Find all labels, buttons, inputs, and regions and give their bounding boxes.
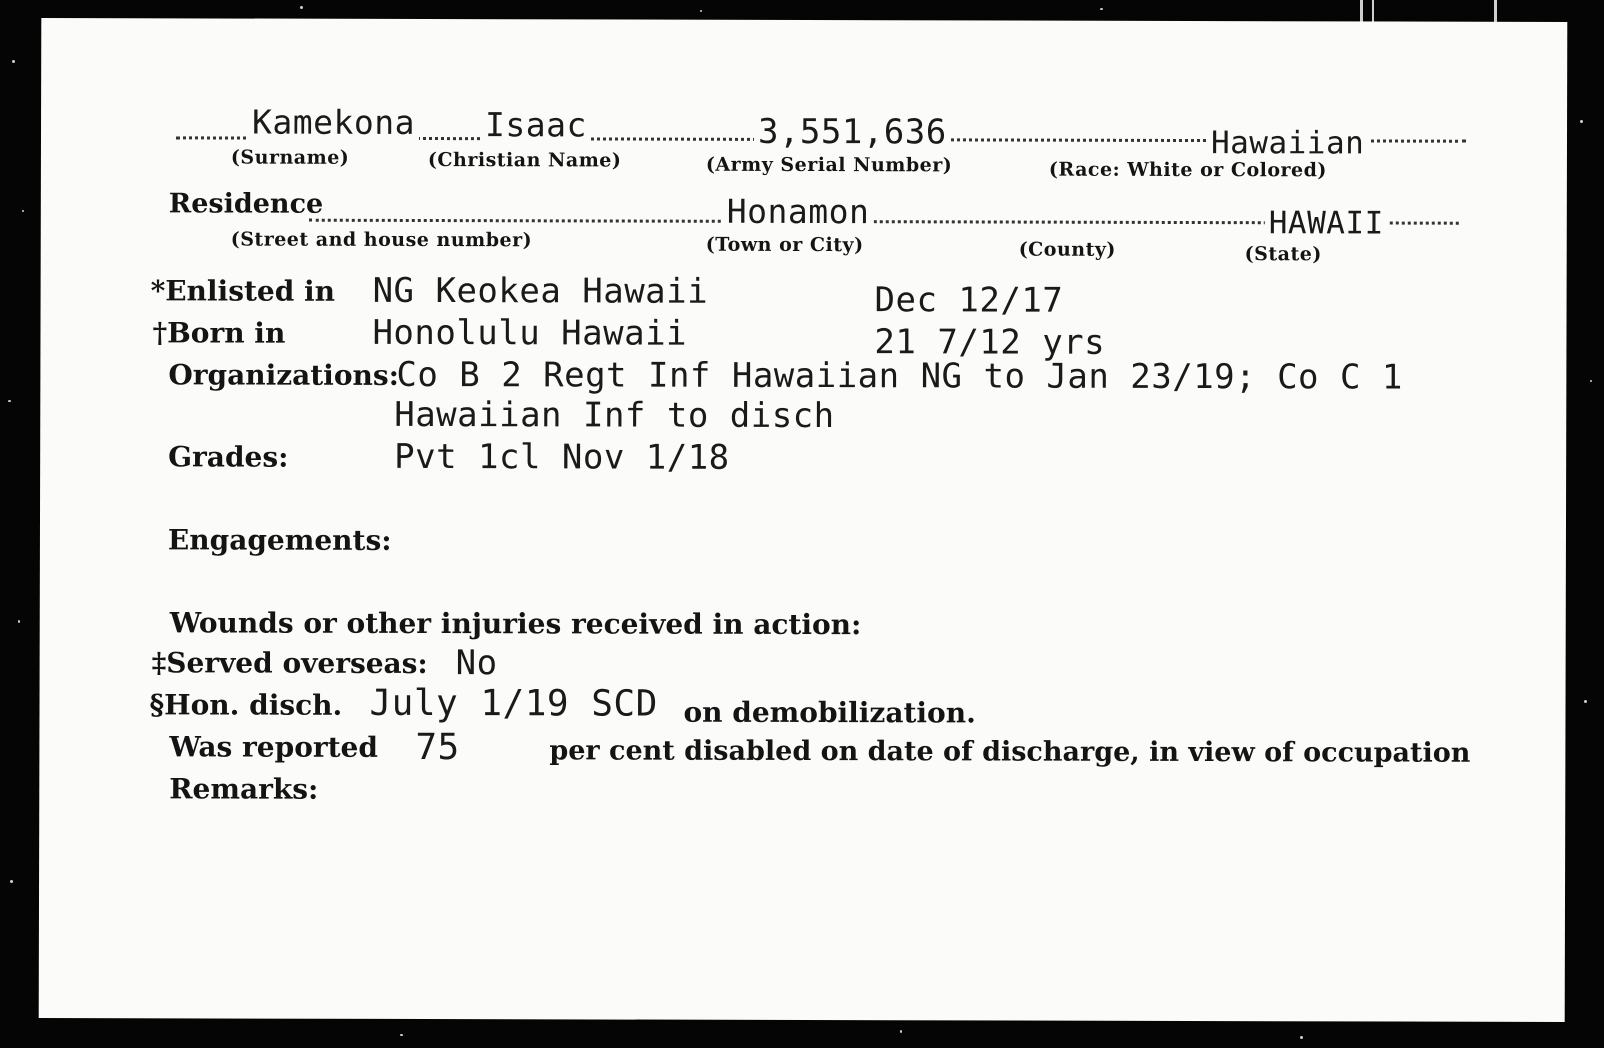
town-caption: (Town or City) [705, 233, 864, 257]
christian-name-value: Isaac [481, 105, 591, 144]
organizations-label: Organizations: [168, 358, 400, 392]
race-caption: (Race: White or Colored) [1048, 158, 1327, 182]
residence-label: Residence [168, 188, 324, 220]
discharge-value: July 1/19 SCD [369, 682, 658, 725]
surname-value: Kamekona [248, 103, 419, 142]
state-caption: (State) [1244, 243, 1322, 266]
race-value: Hawaiian [1207, 125, 1368, 161]
enlisted-place-value: NG Keokea Hawaii [372, 270, 709, 312]
engagements-label: Engagements: [167, 523, 392, 557]
state-value: HAWAII [1265, 205, 1388, 241]
discharge-suffix: on demobilization. [683, 695, 976, 730]
grades-value: Pvt 1cl Nov 1/18 [394, 436, 730, 478]
serial-number-caption: (Army Serial Number) [705, 153, 953, 177]
remarks-label: Remarks: [169, 772, 319, 806]
grades-label: Grades: [168, 440, 289, 474]
born-place-value: Honolulu Hawaii [372, 312, 688, 354]
service-record-card [39, 18, 1568, 1022]
surname-caption: (Surname) [230, 146, 350, 169]
served-overseas-value: No [455, 643, 498, 684]
organizations-line1: Co B 2 Regt Inf Hawaiian NG to Jan 23/19; Co C 1 [396, 354, 1403, 398]
organizations-line2: Hawaiian Inf to disch [394, 394, 835, 437]
served-overseas-label: ‡Served overseas: [151, 646, 428, 681]
born-label: †Born in [152, 316, 286, 350]
disability-percent-value: 75 [415, 726, 460, 769]
enlisted-label: *Enlisted in [150, 274, 336, 308]
street-caption: (Street and house number) [230, 228, 533, 252]
enlisted-date-value: Dec 12/17 [874, 280, 1064, 321]
disability-suffix: per cent disabled on date of discharge, in view of occupation [549, 735, 1471, 769]
serial-number-value: 3,551,636 [754, 112, 951, 153]
discharge-label: §Hon. disch. [149, 688, 343, 722]
christian-name-caption: (Christian Name) [427, 149, 622, 172]
born-age-value: 21 7/12 yrs [874, 322, 1106, 363]
wounds-label: Wounds or other injuries received in action: [169, 606, 862, 642]
county-caption: (County) [1018, 238, 1116, 261]
town-value: Honamon [723, 192, 874, 231]
disability-label: Was reported [169, 730, 379, 764]
